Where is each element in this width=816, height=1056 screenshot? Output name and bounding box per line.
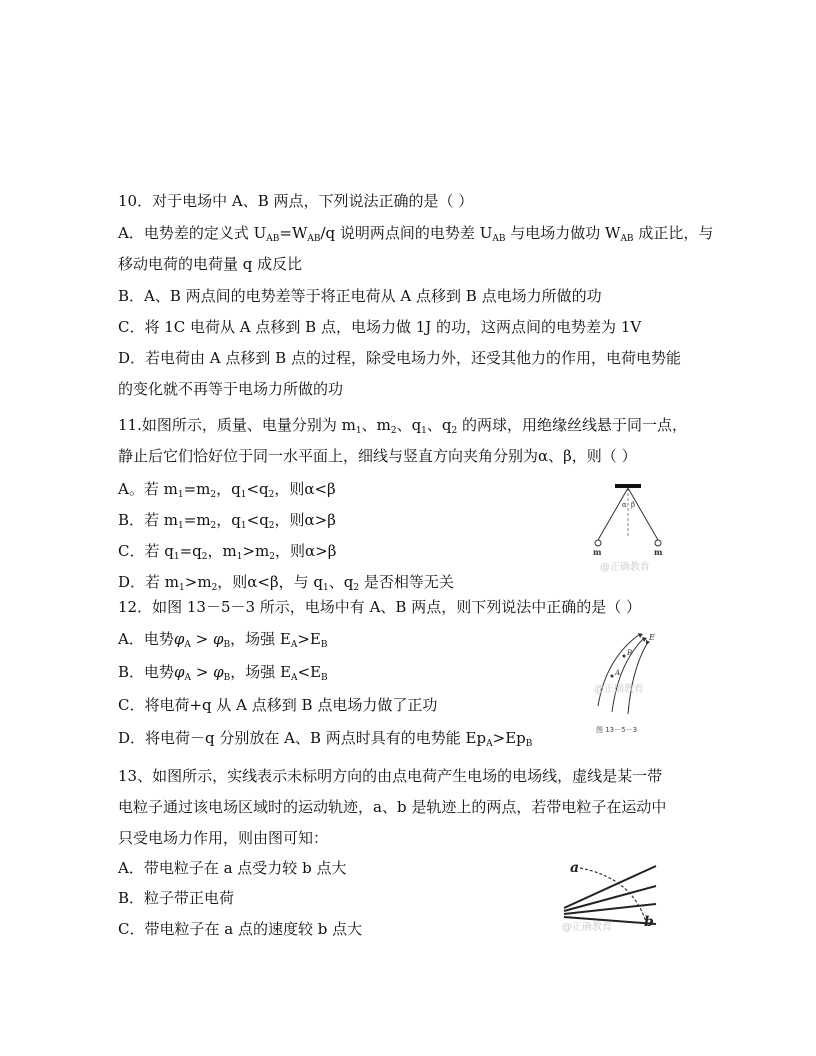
point-a <box>611 675 614 678</box>
watermark: @正确教育 <box>600 562 650 573</box>
label-b: b <box>644 914 654 930</box>
q12-stem: 12．如图 13－5－3 所示，电场中有 A、B 两点，则下列说法中正确的是（ ） <box>118 598 641 616</box>
q12-field-lines-figure <box>588 628 664 738</box>
q10-option-c: C．将 1C 电荷从 A 点移到 B 点，电场力做 1J 的功，这两点间的电势差为 1V <box>118 318 642 336</box>
left-thread <box>598 488 628 540</box>
q13-trajectory-figure <box>560 852 664 934</box>
q13-stem-line3: 只受电场力作用，则由图可知： <box>118 829 329 847</box>
ceiling-mount <box>615 484 641 488</box>
q11-stem-line2: 静止后它们恰好位于同一水平面上，细线与竖直方向夹角分别为α、β，则（ ） <box>118 447 637 465</box>
q13-option-a: A．带电粒子在 a 点受力较 b 点大 <box>118 859 347 877</box>
q12-option-b: B．电势$\varphi_A > \varphi_B$，场强 $E_A<E_B$ <box>118 663 328 683</box>
label-a: a <box>570 860 580 876</box>
q11-pendulum-figure <box>586 480 682 576</box>
q11-option-b: B．若 $m_1=m_2$，$q_1<q_2$，则α>β <box>118 511 336 531</box>
q13-stem-line2: 电粒子通过该电场区域时的运动轨迹，a、b 是轨迹上的两点，若带电粒子在运动中 <box>118 798 667 816</box>
field-line-3 <box>564 904 656 914</box>
right-thread <box>628 488 658 540</box>
q11-option-a: A。若 $m_1=m_2$，$q_1<q_2$，则α<β <box>118 480 336 500</box>
q13-option-c: C．带电粒子在 a 点的速度较 b 点大 <box>118 920 363 938</box>
label-b: B <box>627 649 633 657</box>
left-mass-label: m <box>593 547 602 557</box>
watermark: @正确教育 <box>594 684 644 695</box>
q10-option-d: D．若电荷由 A 点移到 B 点的过程，除受电场力外，还受其他力的作用，电荷电势能 <box>118 349 681 367</box>
q12-option-a: A．电势$\varphi_A > \varphi_B$，场强 $E_A>E_B$ <box>118 630 328 650</box>
alpha-label: α <box>622 501 627 509</box>
point-b <box>623 655 626 658</box>
q11-option-d: D．若 $m_1>m_2$，则α<β，与 $q_1$、$q_2$ 是否相等无关 <box>118 573 454 593</box>
q10-option-a-cont: 移动电荷的电荷量 q 成反比 <box>118 255 303 273</box>
q10-option-b: B．A、B 两点间的电势差等于将正电荷从 A 点移到 B 点电场力所做的功 <box>118 287 602 305</box>
right-ball <box>655 540 661 546</box>
q12-option-c: C．将电荷+q 从 A 点移到 B 点电场力做了正功 <box>118 696 438 714</box>
right-mass-label: m <box>654 547 663 557</box>
q13-option-b: B．粒子带正电荷 <box>118 889 235 907</box>
figure-caption: 图 13－5－3 <box>596 726 638 734</box>
beta-label: β <box>631 501 636 509</box>
q10-stem: 10．对于电场中 A、B 两点，下列说法正确的是（ ） <box>118 192 474 210</box>
q13-stem-line1: 13、如图所示，实线表示未标明方向的由点电荷产生电场的电场线，虚线是某一带 <box>118 767 663 785</box>
q10-option-a: A．电势差的定义式 $U_{AB}=W_{AB}/q$ 说明两点间的电势差 $U_{AB}$ 与电场力做功 $W_{AB}$ 成正比，与 <box>118 224 714 244</box>
label-e: E <box>649 633 655 642</box>
q11-option-c: C．若 $q_1=q_2$，$m_1>m_2$，则α>β <box>118 542 337 562</box>
q11-stem-line1: 11.如图所示，质量、电量分别为 $m_1$、$m_2$、$q_1$、$q_2$ 的两球，用绝缘丝线悬于同一点， <box>118 416 688 436</box>
left-ball <box>595 540 601 546</box>
field-line-2 <box>564 886 656 911</box>
q12-option-d: D．将电荷－q 分别放在 A、B 两点时具有的电势能 $Ep_A>Ep_B$ <box>118 729 533 749</box>
q10-option-d-cont: 的变化就不再等于电场力所做的功 <box>118 380 344 398</box>
label-a: A <box>615 669 621 677</box>
watermark: @正确教育 <box>562 922 612 933</box>
